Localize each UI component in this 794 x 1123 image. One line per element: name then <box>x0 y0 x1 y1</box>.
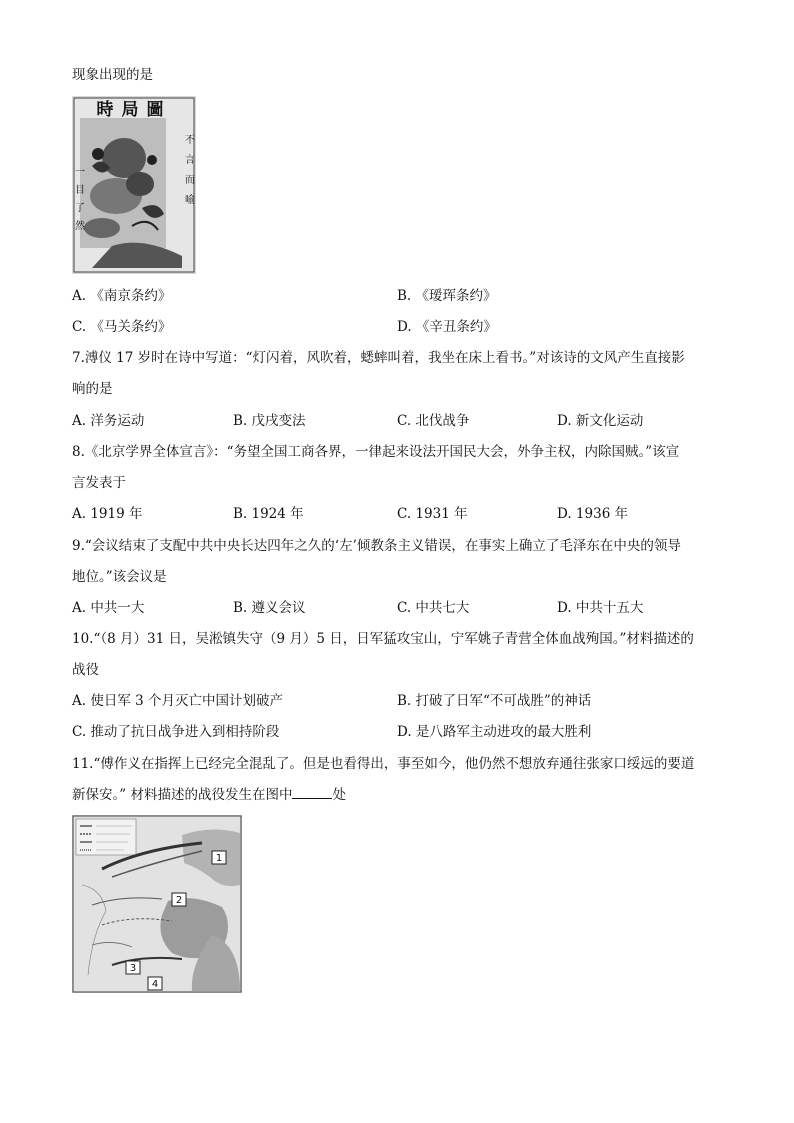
map-label-1: 1 <box>215 853 223 864</box>
q10-stem-line2: 战役 <box>72 662 99 678</box>
q9-stem-line2: 地位。”该会议是 <box>72 569 167 585</box>
q8-stem-line1: 8.《北京学界全体宣言》：“务望全国工商各界，一律起来设法开国民大会，外争主权，内除国贼。”该宣 <box>72 444 680 460</box>
q9-option-b[interactable]: B. 遵义会议 <box>233 600 306 616</box>
q9-option-d[interactable]: D. 中共十五大 <box>557 600 644 616</box>
q8-option-d[interactable]: D. 1936 年 <box>557 506 629 522</box>
q9-option-c[interactable]: C. 中共七大 <box>397 600 470 616</box>
q7-stem-line2: 响的是 <box>72 381 113 397</box>
q7-option-c[interactable]: C. 北伐战争 <box>397 413 470 429</box>
q10-option-c[interactable]: C. 推动了抗日战争进入到相持阶段 <box>72 724 280 740</box>
q7-option-a[interactable]: A. 洋务运动 <box>72 413 145 429</box>
q8-option-c[interactable]: C. 1931 年 <box>397 506 468 522</box>
q9-option-a[interactable]: A. 中共一大 <box>72 600 145 616</box>
q6-cartoon-svg <box>72 96 196 274</box>
q7-option-d[interactable]: D. 新文化运动 <box>557 413 644 429</box>
q11-answer-blank[interactable] <box>292 786 332 799</box>
q10-option-d[interactable]: D. 是八路军主动进攻的最大胜利 <box>397 724 592 740</box>
q7-stem-line1: 7.溥仪 17 岁时在诗中写道：“灯闪着，风吹着，蟋蟀叫着，我坐在床上看书。”对该诗的文风产生直接影 <box>72 350 685 366</box>
map-label-2: 2 <box>175 895 183 906</box>
q6-option-a[interactable]: A. 《南京条约》 <box>72 288 172 304</box>
q6-cartoon-figure <box>72 96 196 274</box>
q11-stem-line2-suffix: 处 <box>332 787 346 803</box>
q11-stem-line1: 11.“傅作义在指挥上已经完全混乱了。但是也看得出，事至如今，他仍然不想放弃通往张家口绥远的要道 <box>72 756 695 772</box>
q9-stem-line1: 9.“会议结束了支配中共中央长达四年之久的‘左’倾教条主义错误，在事实上确立了毛泽东在中央的领导 <box>72 538 681 554</box>
q11-stem-line2 <box>72 786 346 804</box>
q8-stem-line2: 言发表于 <box>72 475 126 491</box>
q6-text-tail: 现象出现的是 <box>72 67 153 83</box>
q6-option-d[interactable]: D. 《辛丑条约》 <box>397 319 497 335</box>
q10-option-b[interactable]: B. 打破了日军“不可战胜”的神话 <box>397 693 592 709</box>
map-label-4: 4 <box>151 979 159 990</box>
q10-stem-line1: 10.“（8 月）31 日，吴淞镇失守（9 月）5 日，日军猛攻宝山，宁军姚子青营全体血战殉国。”材料描述的 <box>72 631 694 647</box>
q6-cartoon-title: 時局圖 <box>96 100 172 120</box>
q6-cartoon-left-text: 一目了然 <box>72 166 84 238</box>
q6-cartoon-right-text: 不言而喻 <box>182 134 194 214</box>
map-label-3: 3 <box>129 963 137 974</box>
q8-option-a[interactable]: A. 1919 年 <box>72 506 143 522</box>
q8-option-b[interactable]: B. 1924 年 <box>233 506 304 522</box>
q11-stem-line2-text: 新保安。” 材料描述的战役发生在图中 <box>72 787 293 803</box>
q10-option-a[interactable]: A. 使日军 3 个月灭亡中国计划破产 <box>72 693 284 709</box>
q7-option-b[interactable]: B. 戊戌变法 <box>233 413 306 429</box>
q6-option-b[interactable]: B. 《瑷珲条约》 <box>397 288 497 304</box>
q11-map-svg <box>72 815 242 993</box>
q11-map-figure <box>72 815 242 993</box>
q6-option-c[interactable]: C. 《马关条约》 <box>72 319 172 335</box>
